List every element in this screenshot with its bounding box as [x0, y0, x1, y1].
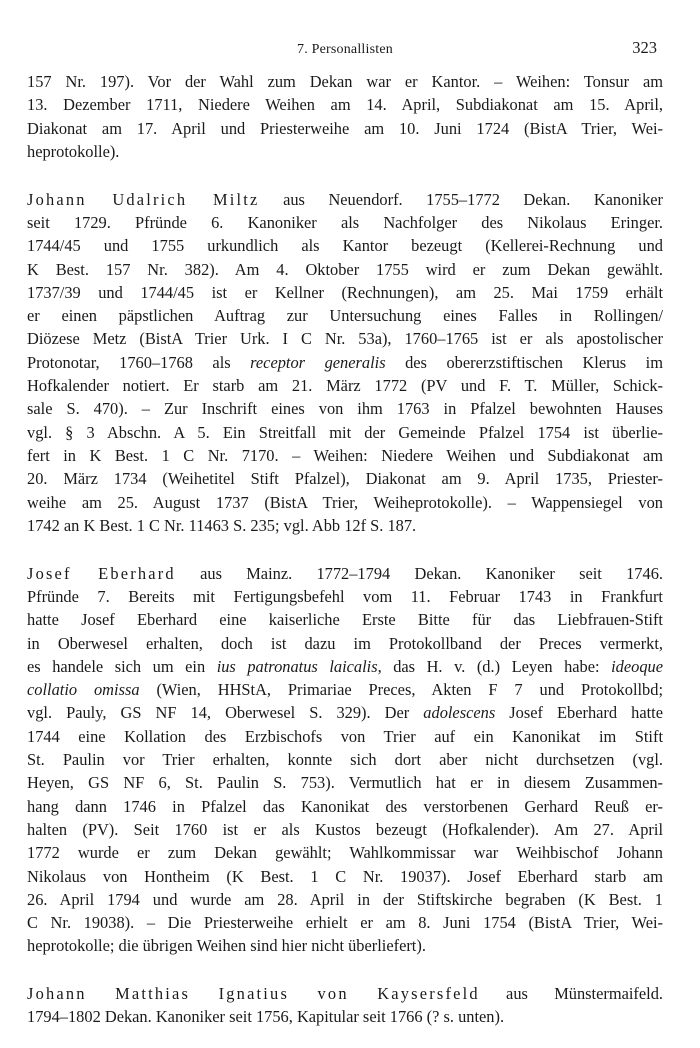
- text-run: 1742 an K Best. 1 C Nr. 11463 S. 235; vgl. Abb 12f S. 187.: [27, 515, 417, 535]
- text-run: Protonotar, 1760–1768 als: [27, 352, 251, 372]
- text-run: 1737/39 und 1744/45 ist er Kellner (Rechnungen), am 25. Mai 1759 erhält: [27, 282, 663, 302]
- text-line: [27, 281, 663, 304]
- person-name: Josef Eberhard: [27, 563, 176, 583]
- text-line: [27, 258, 663, 281]
- paragraph-gap: [27, 163, 663, 188]
- paragraph: [27, 188, 663, 537]
- text-line: [27, 585, 663, 608]
- text-line: [27, 725, 663, 748]
- text-run: 1744/45 und 1755 urkundlich als Kantor bezeugt (Kellerei-Rechnung und: [27, 236, 663, 256]
- person-name: Johann Matthias Ignatius von Kaysersfeld: [27, 984, 480, 1004]
- text-run: Hofkalender notiert. Er starb am 21. März 1772 (PV und F. T. Müller, Schick-: [27, 376, 663, 396]
- text-line: [27, 795, 663, 818]
- text-run: St. Paulin vor Trier erhalten, konnte sich dort aber nicht durchsetzen (vgl.: [27, 750, 663, 770]
- text-line: [27, 655, 663, 678]
- paragraph: [27, 982, 663, 1029]
- text-run: Diakonat am 17. April und Priesterweihe am 10. Juni 1724 (BistA Trier, Wei-: [27, 118, 663, 138]
- text-run: heprotokolle).: [27, 141, 120, 161]
- text-run: 1772 wurde er zum Dekan gewählt; Wahlkommissar war Weihbischof Johann: [27, 843, 663, 863]
- text-run: Nikolaus von Hontheim (K Best. 1 C Nr. 19037). Josef Eberhard starb am: [27, 866, 663, 886]
- text-run: aus Mainz. 1772–1794 Dekan. Kanoniker seit 1746.: [175, 563, 663, 583]
- paragraph: [27, 562, 663, 958]
- text-run: aus Neuendorf. 1755–1772 Dekan. Kanoniker: [259, 189, 663, 209]
- page-number: 323: [632, 38, 657, 57]
- text-run: 13. Dezember 1711, Niedere Weihen am 14. April, Subdiakonat am 15. April,: [27, 95, 663, 115]
- text-line: [27, 421, 663, 444]
- text-line: [27, 771, 663, 794]
- text-line: [27, 982, 663, 1005]
- text-line: [27, 491, 663, 514]
- text-line: [27, 888, 663, 911]
- text-run: 1744 eine Kollation des Erzbischofs von Trier auf ein Kanonikat im Stift: [27, 726, 663, 746]
- text-line: [27, 562, 663, 585]
- text-run: in Oberwesel erhalten, doch ist dazu im Protokollband der Preces vermerkt,: [27, 633, 663, 653]
- text-line: [27, 70, 663, 93]
- text-line: [27, 678, 663, 701]
- text-line: [27, 632, 663, 655]
- text-line: [27, 1005, 663, 1028]
- text-line: [27, 911, 663, 934]
- text-run: hang dann 1746 in Pfalzel das Kanonikat des verstorbenen Gerhard Reuß er-: [27, 796, 663, 816]
- text-line: [27, 444, 663, 467]
- text-run: Pfründe 7. Bereits mit Fertigungsbefehl vom 11. Februar 1743 in Frankfurt: [27, 586, 663, 606]
- text-line: [27, 304, 663, 327]
- text-run: vgl. Pauly, GS NF 14, Oberwesel S. 329). Der: [27, 703, 424, 723]
- text-run: (Wien, HHStA, Primariae Preces, Akten F 7 und Protokollbd;: [139, 680, 663, 700]
- text-run: weihe am 25. August 1737 (BistA Trier, Weiheprotokolle). – Wappensiegel von: [27, 492, 663, 512]
- text-run: aus Münstermaifeld.: [479, 984, 663, 1004]
- text-line: [27, 374, 663, 397]
- text-run: seit 1729. Pfründe 6. Kanoniker als Nachfolger des Nikolaus Eringer.: [27, 212, 663, 232]
- running-head: 7. Personallisten: [297, 42, 393, 57]
- text-run: Josef Eberhard hatte: [495, 703, 663, 723]
- text-run: 20. März 1734 (Weihetitel Stift Pfalzel), Diakonat am 9. April 1735, Priester-: [27, 469, 663, 489]
- text-line: [27, 748, 663, 771]
- text-line: [27, 188, 663, 211]
- page-header: [27, 0, 663, 64]
- text-run: es handele sich um ein: [27, 656, 217, 676]
- text-line: [27, 327, 663, 350]
- text-line: [27, 865, 663, 888]
- italic-run: adolescens: [423, 703, 496, 723]
- text-run: heprotokolle; die übrigen Weihen sind hier nicht überliefert).: [27, 936, 426, 956]
- text-line: [27, 211, 663, 234]
- text-run: C Nr. 19038). – Die Priesterweihe erhielt er am 8. Juni 1754 (BistA Trier, Wei-: [27, 913, 663, 933]
- text-line: [27, 467, 663, 490]
- text-run: 26. April 1794 und wurde am 28. April in der Stiftskirche begraben (K Best. 1: [27, 889, 663, 909]
- text-run: vgl. § 3 Abschn. A 5. Ein Streitfall mit der Gemeinde Pfalzel 1754 ist überlie-: [27, 422, 663, 442]
- text-line: [27, 397, 663, 420]
- text-run: er einen päpstlichen Auftrag zur Untersuchung eines Falles in Rollingen/: [27, 306, 663, 326]
- text-line: [27, 351, 663, 374]
- text-line: [27, 234, 663, 257]
- text-line: [27, 117, 663, 140]
- text-run: des obererzstiftischen Klerus im: [385, 352, 663, 372]
- text-run: 157 Nr. 197). Vor der Wahl zum Dekan war er Kantor. – Weihen: Tonsur am: [27, 72, 663, 91]
- italic-run: ideoque: [611, 656, 663, 676]
- text-line: [27, 841, 663, 864]
- text-run: hatte Josef Eberhard eine kaiserliche Erste Bitte für das Liebfrauen-Stift: [27, 610, 663, 630]
- text-line: [27, 514, 663, 537]
- person-name: Johann Udalrich Miltz: [27, 189, 260, 209]
- text-run: , das H. v. (d.) Leyen habe:: [377, 656, 612, 676]
- paragraph: [27, 70, 663, 163]
- paragraph-gap: [27, 537, 663, 562]
- book-page: [27, 0, 663, 1029]
- text-run: Heyen, GS NF 6, St. Paulin S. 753). Vermutlich hat er in diesem Zusammen-: [27, 773, 663, 793]
- text-run: sale S. 470). – Zur Inschrift eines von ihm 1763 in Pfalzel bewohnten Hauses: [27, 399, 663, 419]
- text-run: Diözese Metz (BistA Trier Urk. I C Nr. 53a), 1760–1765 ist er als apostolischer: [27, 329, 663, 349]
- text-line: [27, 701, 663, 724]
- text-run: halten (PV). Seit 1760 ist er als Kustos bezeugt (Hofkalender). Am 27. April: [27, 819, 663, 839]
- text-run: K Best. 157 Nr. 382). Am 4. Oktober 1755 wird er zum Dekan gewählt.: [27, 259, 663, 279]
- text-run: 1794–1802 Dekan. Kanoniker seit 1756, Kapitular seit 1766 (? s. unten).: [27, 1007, 505, 1027]
- paragraph-gap: [27, 958, 663, 983]
- text-line: [27, 934, 663, 957]
- body-text: [27, 70, 663, 1029]
- text-line: [27, 818, 663, 841]
- text-line: [27, 140, 663, 163]
- italic-run: receptor generalis: [250, 352, 386, 372]
- text-line: [27, 93, 663, 116]
- text-run: fert in K Best. 1 C Nr. 7170. – Weihen: Niedere Weihen und Subdiakonat am: [27, 445, 663, 465]
- italic-run: ius patronatus laicalis: [216, 656, 378, 676]
- italic-run: collatio omissa: [27, 680, 140, 700]
- text-line: [27, 608, 663, 631]
